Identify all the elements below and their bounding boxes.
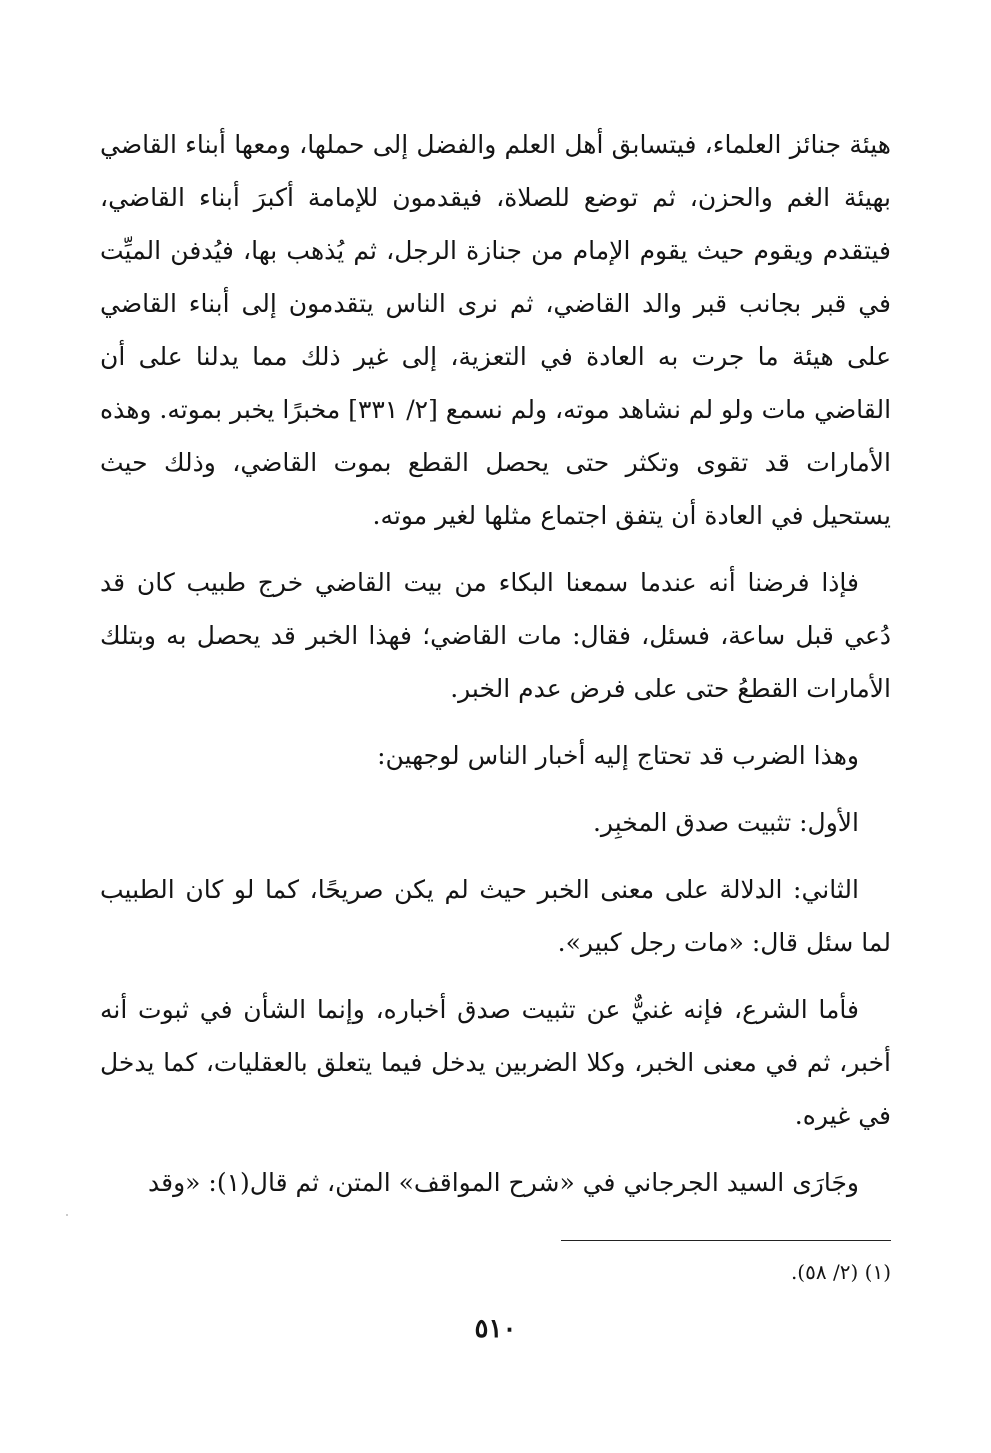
paragraph-3: وهذا الضرب قد تحتاج إليه أخبار الناس لوجهين: bbox=[377, 741, 859, 770]
paragraph-4: الأول: تثبيت صدق المخبِر. bbox=[592, 808, 859, 837]
footnote-divider bbox=[561, 1240, 891, 1241]
paragraph-2: فإذا فرضنا أنه عندما سمعنا البكاء من بيت القاضي خرج طبيب كان قد دُعي قبل ساعة، فسئل، فقال: مات القاضي؛ فهذا الخبر قد يحصل به وبتلك الأمارات القطعُ حتى على فرض عدم الخبر. bbox=[100, 568, 891, 703]
main-text bbox=[100, 118, 891, 1223]
paragraph-5: الثاني: الدلالة على معنى الخبر حيث لم يكن صريحًا، كما لو كان الطبيب لما سئل قال: «مات رجل كبير». bbox=[100, 875, 891, 957]
paragraph-6: فأما الشرع، فإنه غنيٌّ عن تثبيت صدق أخباره، وإنما الشأن في ثبوت أنه أخبر، ثم في معنى الخبر، وكلا الضربين يدخل فيما يتعلق بالعقليات، كما يدخل في غيره. bbox=[100, 995, 891, 1130]
page-number: ٥١٠ bbox=[474, 1314, 517, 1344]
paragraph-7: وجَارَى السيد الجرجاني في «شرح المواقف» المتن، ثم قال(١): «وقد bbox=[148, 1168, 859, 1197]
paragraph-1: هيئة جنائز العلماء، فيتسابق أهل العلم والفضل إلى حملها، ومعها أبناء القاضي بهيئة الغم والحزن، ثم توضع للصلاة، فيقدمون للإمامة أكبرَ أبناء القاضي، فيتقدم ويقوم حيث يقوم الإمام من جنازة الرجل، ثم يُذهب بها، فيُدفن الميِّت في قبر بجانب قبر والد القاضي، ثم نرى الناس يتقدمون إلى أبناء القاضي على هيئة ما جرت به العادة في التعزية، إلى غير ذلك مما يدلنا على أن القاضي مات ولو لم نشاهد موته، ولم نسمع [٢/ ٣٣١] مخبرًا يخبر بموته. وهذه الأمارات قد تقوى وتكثر حتى يحصل القطع بموت القاضي، وذلك حيث يستحيل في العادة أن يتفق اجتماع مثلها لغير موته. bbox=[100, 130, 892, 530]
scan-speck bbox=[66, 1214, 68, 1216]
footnote: (١) (٢/ ٥٨). bbox=[790, 1260, 891, 1284]
